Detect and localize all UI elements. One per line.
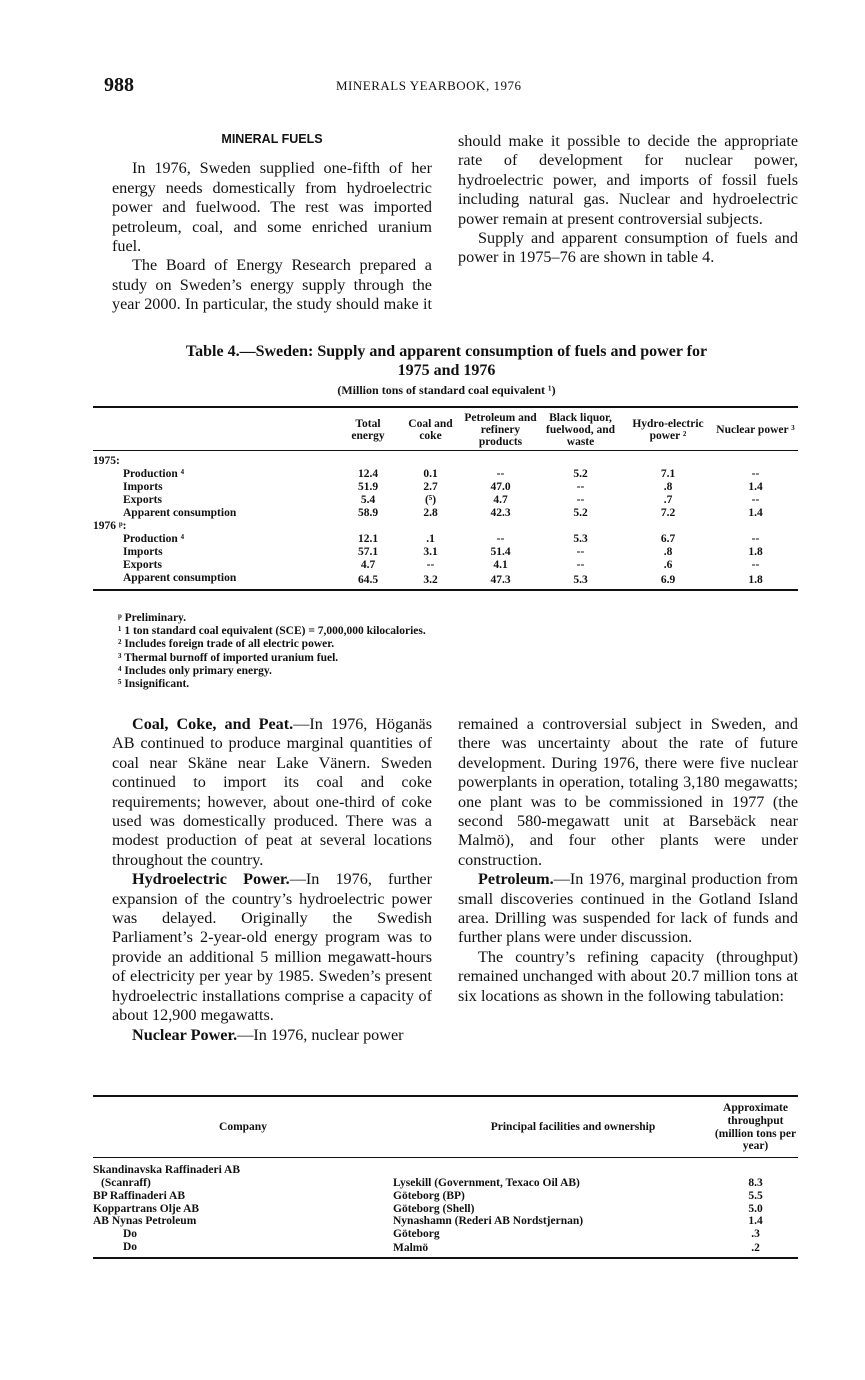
table-row	[93, 451, 798, 469]
petroleum-heading: Petroleum.	[478, 870, 554, 889]
body-left-column	[112, 715, 432, 1045]
table-row	[93, 1228, 798, 1241]
refinery-header: Company	[219, 1121, 267, 1134]
table-cell: 5.2	[573, 507, 588, 519]
table4-title	[95, 342, 798, 380]
table-cell: 6.9	[660, 574, 676, 586]
table-row	[93, 468, 798, 481]
intro-paragraph-2-cont: should make it possible to decide the appropriate rate of development for nuclear power, hydroelectric power, and imports of fossil fuels including natural gas. Nuclear and hydroelectric power remain at present controversial subjects.	[458, 132, 798, 228]
table-cell: 4.7	[493, 494, 508, 506]
table-cell: .6	[663, 559, 673, 571]
year-label: 1976 ᵖ:	[93, 520, 127, 532]
table-cell: 58.9	[357, 507, 379, 519]
row-label	[93, 468, 338, 481]
table-cell: 2.7	[423, 481, 438, 493]
refinery-table	[93, 1095, 798, 1259]
coal-heading: Coal, Coke, and Peat.	[132, 715, 294, 733]
table-cell: 6.7	[660, 533, 676, 545]
table4-header: Total energy	[351, 418, 385, 442]
table-cell: .8	[663, 546, 673, 558]
table-cell: 1.4	[748, 481, 763, 493]
intro-right-column	[458, 132, 798, 268]
table-cell: 7.1	[660, 468, 676, 480]
facility-cell: Göteborg	[393, 1228, 440, 1241]
facility-cell: Malmö	[393, 1242, 429, 1255]
throughput-cell: 5.0	[748, 1202, 763, 1215]
table-cell: 5.3	[573, 574, 588, 586]
throughput-cell	[713, 1158, 798, 1177]
table-row	[93, 559, 798, 572]
table-row	[93, 533, 798, 546]
table4-header-row	[93, 407, 798, 451]
table-cell: --	[576, 494, 585, 506]
refinery-header: Principal facilities and ownership	[490, 1121, 656, 1134]
table-cell: 51.4	[490, 546, 511, 558]
hydro-paragraph	[112, 870, 432, 1025]
hydro-text: —In 1976, further expansion of the country’s hydroelectric power was delayed. Originally the Swedish Parliament’s 2-year-old energy program was to provide an additional 5 million megawatt-hours of electricity per year by 1985. Sweden’s present hydroelectric installations comprise a capacity of about 12,900 megawatts.	[112, 870, 432, 1025]
table-row	[93, 494, 798, 507]
supply-consumption-table	[93, 406, 798, 591]
row-label-text: Apparent consumption	[123, 507, 237, 519]
table-cell: 64.5	[357, 574, 379, 586]
body-right-column	[458, 715, 798, 1006]
footnote: ² Includes foreign trade of all electric power.	[118, 638, 335, 651]
table-cell: --	[576, 546, 585, 558]
company-cell: AB Nynas Petroleum	[93, 1215, 197, 1228]
coal-paragraph	[112, 715, 432, 870]
company-cell: BP Raffinaderi AB	[93, 1189, 186, 1202]
nuclear-paragraph-cont: remained a controversial subject in Sweden, and there was uncertainty about the rate of future development. During 1976, there were five nuclear powerplants in operation, totaling 3,180 megawatts; one plant was to be commissioned in 1977 (the second 580-megawatt unit at Barsebäck near Malmö), and four other plants were under construction.	[458, 715, 798, 869]
row-label	[93, 559, 338, 572]
row-label	[93, 507, 338, 520]
table-cell: 3.2	[423, 574, 438, 586]
table-cell: 12.4	[357, 468, 379, 480]
table-cell: 3.1	[423, 546, 438, 558]
row-label-text: Imports	[123, 546, 163, 558]
table-cell: --	[751, 468, 760, 480]
page-number: 988	[104, 74, 134, 96]
table-row	[93, 1177, 798, 1190]
coal-text: —In 1976, Höganäs AB continued to produce marginal quantities of coal near Skäne near Lake Vänern. Sweden continued to import its coal and coke requirements; however, about one-third of coke used was domestically produced. There was a modest production of peat at several locations throughout the country.	[112, 715, 432, 869]
facility-cell: Göteborg (Shell)	[393, 1202, 475, 1215]
row-label-text: Exports	[123, 494, 162, 506]
row-label-text: Imports	[123, 481, 163, 493]
intro-left-column	[112, 130, 432, 314]
row-label-text: Exports	[123, 559, 162, 571]
throughput-cell: 8.3	[748, 1176, 763, 1189]
table-cell: 1.8	[748, 546, 763, 558]
intro-paragraph-2: The Board of Energy Research prepared a study on Sweden’s energy supply through the year 2000. In particular, the study should make it	[112, 256, 432, 314]
table4-header: Nuclear power ³	[716, 424, 795, 436]
footnote: ᵖ Preliminary.	[118, 612, 187, 624]
company-cell: Koppartrans Olje AB	[93, 1202, 200, 1215]
running-title: MINERALS YEARBOOK, 1976	[336, 78, 522, 93]
table-cell: --	[576, 559, 585, 571]
throughput-cell: .2	[751, 1242, 760, 1255]
footnote: ¹ 1 ton standard coal equivalent (SCE) = 7,000,000 kilocalories.	[118, 625, 426, 638]
table-row	[93, 1158, 798, 1177]
table4-footnotes	[118, 612, 426, 691]
table-cell: 12.1	[357, 533, 379, 545]
table-row	[93, 1203, 798, 1216]
table-row	[93, 572, 798, 590]
page-header	[104, 74, 805, 100]
facility-cell: Göteborg (BP)	[393, 1189, 465, 1202]
table-cell: --	[496, 468, 505, 480]
row-label	[93, 572, 338, 590]
table-cell: 1.4	[748, 507, 763, 519]
table-cell: 51.9	[357, 481, 379, 493]
table-cell: 7.2	[660, 507, 676, 519]
table-cell: --	[426, 559, 435, 571]
table4-title-line2: 1975 and 1976	[397, 362, 496, 379]
intro-paragraph-3: Supply and apparent consumption of fuels and power in 1975–76 are shown in table 4.	[458, 229, 798, 267]
table-cell: .7	[663, 494, 673, 506]
refinery-header: Approximate throughput (million tons per year)	[714, 1102, 797, 1153]
table-cell: 5.2	[573, 468, 588, 480]
hydro-heading: Hydroelectric Power.	[132, 870, 290, 889]
row-label	[93, 481, 338, 494]
footnote: ⁴ Includes only primary energy.	[118, 664, 272, 677]
table-cell: 57.1	[357, 546, 379, 558]
table-cell: --	[751, 533, 760, 545]
row-label-text: Production ⁴	[123, 468, 185, 480]
table-row	[93, 1241, 798, 1258]
nuclear-heading: Nuclear Power.	[132, 1025, 238, 1044]
company-cell: Skandinavska Raffinaderi AB	[93, 1164, 240, 1177]
table-row	[93, 1215, 798, 1228]
table-cell: 4.7	[360, 559, 376, 571]
facility-cell	[393, 1158, 713, 1177]
table-cell: 2.8	[423, 507, 438, 519]
table4-header: Coal and coke	[408, 418, 453, 442]
table-row	[93, 520, 798, 533]
facility-cell: Nynashamn (Rederi AB Nordstjernan)	[393, 1215, 584, 1228]
intro-paragraph-1: In 1976, Sweden supplied one-fifth of her energy needs domestically from hydroelectric power and fuelwood. The rest was imported petroleum, coal, and some enriched uranium fuel.	[112, 159, 432, 256]
section-heading: MINERAL FUELS	[221, 132, 323, 146]
company-cell: (Scanraff)	[101, 1176, 151, 1189]
row-label	[93, 533, 338, 546]
table-cell: --	[751, 494, 760, 506]
table-cell: .8	[663, 481, 673, 493]
year-label: 1975:	[93, 455, 120, 467]
row-label-text: Production ⁴	[123, 533, 185, 545]
company-cell: Do	[123, 1228, 138, 1241]
table-cell: (⁵)	[424, 494, 437, 506]
table-cell: 47.3	[490, 574, 511, 586]
table4-header: Petroleum and refinery products	[464, 412, 537, 448]
table4-header: Hydro-electric power ²	[632, 418, 704, 442]
petroleum-paragraph	[458, 870, 798, 948]
table4-title-line1: Table 4.—Sweden: Supply and apparent consumption of fuels and power for	[185, 343, 708, 360]
table-row	[93, 1190, 798, 1203]
table-cell: 5.4	[360, 494, 376, 506]
table4-subtitle: (Million tons of standard coal equivalent ¹)	[337, 383, 556, 397]
table4-header	[93, 407, 338, 451]
throughput-cell: 1.4	[748, 1215, 763, 1228]
table-cell: --	[576, 481, 585, 493]
throughput-cell: 5.5	[748, 1189, 763, 1202]
table-cell: 47.0	[490, 481, 511, 493]
refining-paragraph: The country’s refining capacity (throughput) remained unchanged with about 20.7 million tons at six locations as shown in the following tabulation:	[458, 947, 798, 1005]
company-cell: Do	[123, 1240, 138, 1253]
table-cell: 4.1	[493, 559, 508, 571]
row-label	[93, 494, 338, 507]
footnote: ³ Thermal burnoff of imported uranium fuel.	[118, 651, 339, 664]
nuclear-paragraph-start: Nuclear Power.—In 1976, nuclear power	[132, 1025, 404, 1044]
table-cell: --	[751, 559, 760, 571]
petroleum-text: —In 1976, marginal production from small discoveries continued in the Gotland Island area. Drilling was suspended for lack of funds and further plans were under discussion.	[458, 870, 798, 947]
refinery-header-row	[93, 1096, 798, 1158]
table4-header: Black liquor, fuelwood, and waste	[545, 412, 616, 448]
row-label	[93, 546, 338, 559]
table-cell: 42.3	[490, 507, 511, 519]
table-cell: 0.1	[423, 468, 438, 480]
table-row	[93, 507, 798, 520]
throughput-cell: .3	[751, 1228, 760, 1241]
table-row	[93, 481, 798, 494]
table-cell: .1	[426, 533, 435, 545]
table-cell: 1.8	[748, 574, 763, 586]
footnote: ⁵ Insignificant.	[118, 678, 190, 691]
table-cell: 5.3	[573, 533, 588, 545]
table-cell: --	[496, 533, 505, 545]
row-label-text: Apparent consumption	[123, 572, 237, 584]
table-row	[93, 546, 798, 559]
facility-cell: Lysekill (Government, Texaco Oil AB)	[393, 1176, 580, 1189]
